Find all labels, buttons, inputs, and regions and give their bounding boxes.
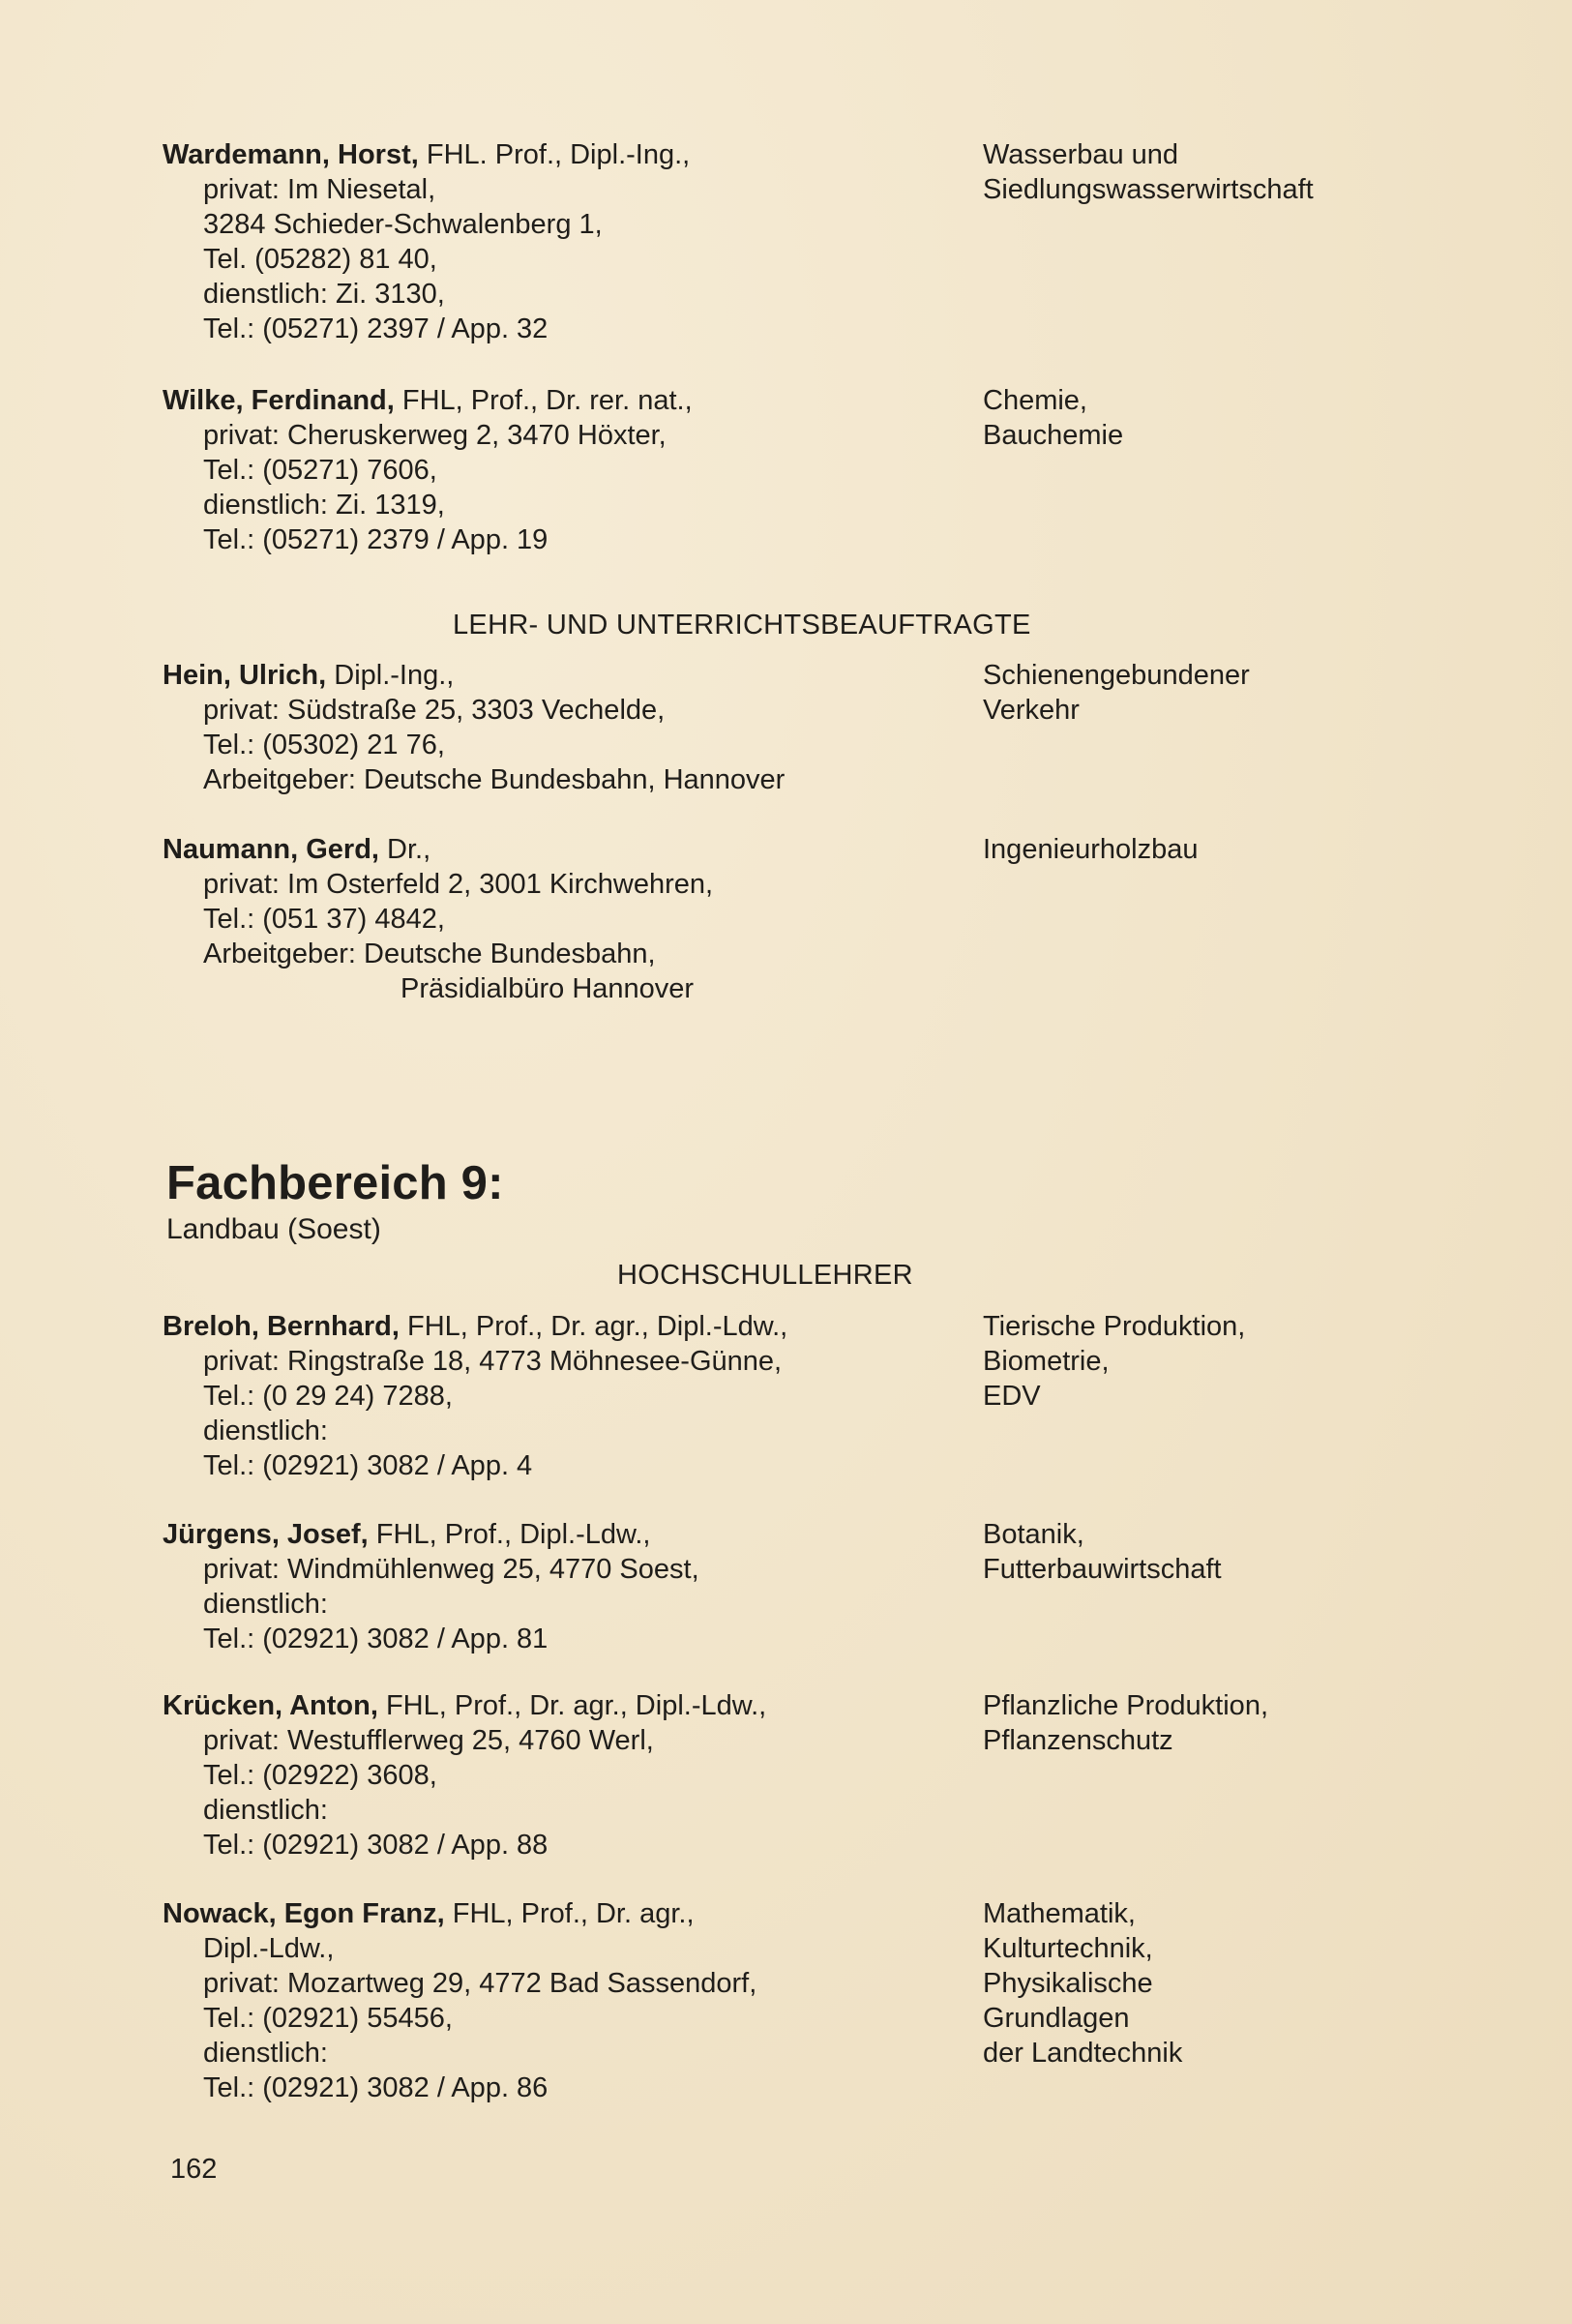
fachbereich-subtitle: Landbau (Soest) [166, 1213, 381, 1245]
subject-line: Grundlagen [983, 2003, 1130, 2034]
subject-line: Wasserbau und [983, 139, 1179, 170]
entry-title: FHL. Prof., Dipl.-Ing., [418, 139, 691, 170]
section-heading-lehrbeauftragte: LEHR- UND UNTERRICHTSBEAUFTRAGTE [453, 610, 1031, 641]
entry-line: Tel.: (02921) 55456, [203, 2003, 453, 2034]
subject-line: Biometrie, [983, 1346, 1110, 1377]
entry-line: 3284 Schieder-Schwalenberg 1, [203, 209, 603, 240]
entry-line: dienstlich: [203, 1589, 328, 1620]
entry-line: privat: Westufflerweg 25, 4760 Werl, [203, 1725, 654, 1756]
fachbereich-title: Fachbereich 9: [166, 1157, 504, 1209]
entry-left [163, 1309, 975, 1483]
subject-line: Ingenieurholzbau [983, 834, 1199, 865]
entry-line: Tel.: (02921) 3082 / App. 81 [203, 1624, 549, 1654]
entry-name: Jürgens, Josef, [163, 1519, 369, 1550]
entry-line: Präsidialbüro Hannover [400, 973, 695, 1004]
entry-line: privat: Im Osterfeld 2, 3001 Kirchwehren, [203, 869, 714, 900]
entry-line: Tel.: (05302) 21 76, [203, 730, 445, 760]
subject-line: Tierische Produktion, [983, 1311, 1246, 1342]
entry-name: Krücken, Anton, [163, 1690, 378, 1721]
subject-line: Verkehr [983, 695, 1080, 726]
entry-line: privat: Im Niesetal, [203, 174, 436, 205]
entry-line: Arbeitgeber: Deutsche Bundesbahn, Hannover [203, 764, 786, 795]
entry-left [163, 137, 975, 346]
entry-name: Naumann, Gerd, [163, 834, 379, 865]
section-heading-hochschullehrer: HOCHSCHULLEHRER [617, 1260, 913, 1291]
entry-title: Dipl.-Ing., [326, 660, 455, 691]
entry-line: privat: Ringstraße 18, 4773 Möhnesee-Günne, [203, 1346, 783, 1377]
entry-line: privat: Mozartweg 29, 4772 Bad Sassendorf, [203, 1968, 757, 1999]
subject-line: Kulturtechnik, [983, 1933, 1153, 1964]
subject-line: Chemie, [983, 385, 1087, 416]
entry-line: Tel.: (02921) 3082 / App. 4 [203, 1450, 533, 1481]
entry-title: FHL, Prof., Dr. agr., Dipl.-Ldw., [399, 1311, 788, 1342]
subject-line: Mathematik, [983, 1898, 1136, 1929]
entry-title: FHL, Prof., Dr. agr., Dipl.-Ldw., [377, 1690, 767, 1721]
subject-line: Botanik, [983, 1519, 1084, 1550]
entry-subject [983, 1517, 1409, 1587]
entry-line: privat: Südstraße 25, 3303 Vechelde, [203, 695, 666, 726]
entry-title: FHL, Prof., Dipl.-Ldw., [368, 1519, 651, 1550]
entry-name: Breloh, Bernhard, [163, 1311, 400, 1342]
entry-left [163, 832, 975, 1006]
entry-subject [983, 1688, 1409, 1758]
entry-line: dienstlich: [203, 2038, 328, 2069]
entry-line: privat: Windmühlenweg 25, 4770 Soest, [203, 1554, 699, 1585]
entry-line: dienstlich: [203, 1795, 328, 1826]
entry-line: Tel.: (02922) 3608, [203, 1760, 437, 1791]
subject-line: Schienengebundener [983, 660, 1250, 691]
entry-left [163, 383, 975, 557]
entry-subject [983, 1309, 1409, 1414]
entry-left [163, 1688, 975, 1862]
entry-line: Tel.: (051 37) 4842, [203, 904, 445, 935]
entry-title: Dr., [379, 834, 431, 865]
entry-name: Wilke, Ferdinand, [163, 385, 395, 416]
entry-line: Tel.: (05271) 2379 / App. 19 [203, 524, 549, 555]
subject-line: Futterbauwirtschaft [983, 1554, 1222, 1585]
entry-line: privat: Cheruskerweg 2, 3470 Höxter, [203, 420, 667, 451]
entry-line: dienstlich: Zi. 3130, [203, 279, 445, 310]
subject-line: Pflanzenschutz [983, 1725, 1173, 1756]
entry-line: Tel.: (0 29 24) 7288, [203, 1381, 453, 1412]
entry-subject [983, 832, 1409, 867]
entry-left [163, 1896, 975, 2105]
entry-name: Nowack, Egon Franz, [163, 1898, 445, 1929]
entry-line: dienstlich: Zi. 1319, [203, 490, 445, 521]
entry-line: Tel.: (05271) 2397 / App. 32 [203, 313, 549, 344]
entry-line: Tel. (05282) 81 40, [203, 244, 437, 275]
entry-subject [983, 137, 1409, 207]
entry-left [163, 1517, 975, 1656]
subject-line: Siedlungswasserwirtschaft [983, 174, 1314, 205]
entry-subject [983, 658, 1409, 728]
entry-title: FHL, Prof., Dr. rer. nat., [394, 385, 693, 416]
entry-line: Tel.: (02921) 3082 / App. 88 [203, 1830, 549, 1861]
page-number: 162 [170, 2154, 218, 2185]
subject-line: der Landtechnik [983, 2038, 1183, 2069]
subject-line: Bauchemie [983, 420, 1124, 451]
entry-line: dienstlich: [203, 1415, 328, 1446]
entry-line: Dipl.-Ldw., [203, 1933, 335, 1964]
subject-line: EDV [983, 1381, 1041, 1412]
subject-line: Physikalische [983, 1968, 1153, 1999]
entry-subject [983, 383, 1409, 453]
entry-name: Hein, Ulrich, [163, 660, 327, 691]
entry-line: Tel.: (02921) 3082 / App. 86 [203, 2072, 549, 2103]
entry-line: Arbeitgeber: Deutsche Bundesbahn, [203, 939, 656, 969]
subject-line: Pflanzliche Produktion, [983, 1690, 1268, 1721]
entry-line: Tel.: (05271) 7606, [203, 455, 437, 486]
entry-title: FHL, Prof., Dr. agr., [444, 1898, 695, 1929]
entry-subject [983, 1896, 1409, 2071]
entry-left [163, 658, 975, 797]
entry-name: Wardemann, Horst, [163, 139, 419, 170]
